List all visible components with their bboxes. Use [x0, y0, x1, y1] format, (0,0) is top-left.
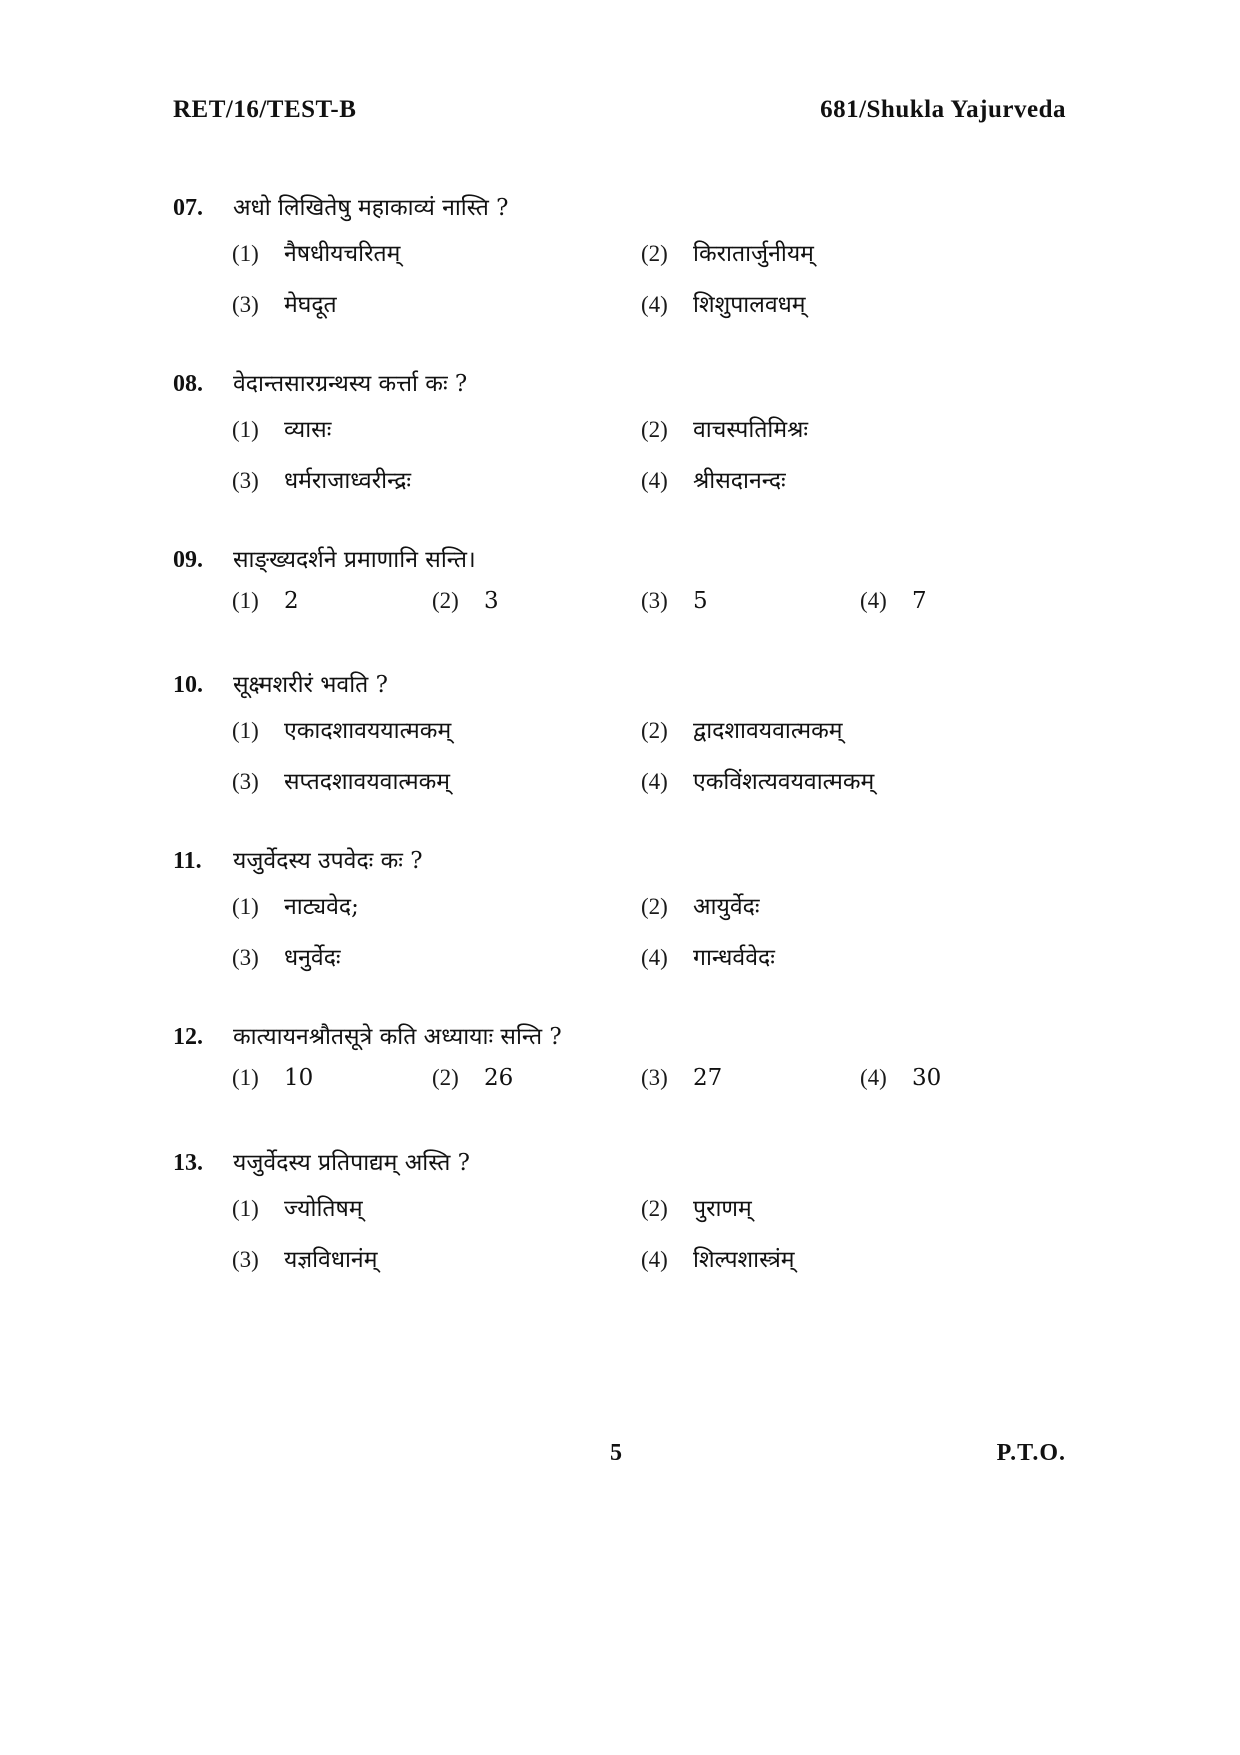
option-1: (1) एकादशावययात्मकम् [232, 718, 452, 744]
option-4: (4) शिशुपालवधम् [641, 292, 806, 318]
option-4: (4) गान्धर्ववेदः [641, 945, 775, 971]
question-text: साङ्ख्यदर्शने प्रमाणानि सन्ति। [233, 547, 476, 573]
question-12 [173, 1019, 1073, 1091]
question-number: 12. [173, 1024, 203, 1050]
question-text: अधो लिखितेषु महाकाव्यं नास्ति ? [233, 195, 509, 221]
question-13 [173, 1145, 1073, 1273]
question-text: सूक्ष्मशरीरं भवति ? [233, 672, 388, 698]
option-1: (1) 10 [232, 1065, 314, 1091]
question-number: 10. [173, 672, 203, 698]
option-4: (4) शिल्पशास्त्रंम् [641, 1247, 795, 1273]
question-10 [173, 667, 1073, 795]
option-4: (4) 7 [860, 588, 927, 614]
question-text: यजुर्वेदस्य उपवेदः कः ? [233, 848, 423, 874]
question-number: 08. [173, 371, 203, 397]
question-number: 13. [173, 1150, 203, 1176]
option-3: (3) 5 [641, 588, 708, 614]
option-3: (3) यज्ञविधानंम् [232, 1247, 378, 1273]
option-1: (1) व्यासः [232, 417, 332, 443]
option-2: (2) 3 [432, 588, 499, 614]
question-number: 11. [173, 848, 202, 874]
option-2: (2) किरातार्जुनीयम् [641, 241, 814, 267]
option-2: (2) द्वादशावयवात्मकम् [641, 718, 843, 744]
question-number: 07. [173, 195, 203, 221]
option-3: (3) धनुर्वेदः [232, 945, 341, 971]
question-09 [173, 542, 1073, 614]
option-1: (1) ज्योतिषम् [232, 1196, 363, 1222]
option-1: (1) नाट्यवेद; [232, 894, 359, 920]
question-text: यजुर्वेदस्य प्रतिपाद्यम् अस्ति ? [233, 1150, 470, 1176]
option-2: (2) पुराणम् [641, 1196, 752, 1222]
subject-title: 681/Shukla Yajurveda [820, 96, 1066, 123]
page-number: 5 [610, 1440, 622, 1466]
question-07 [173, 190, 1073, 318]
option-3: (3) मेघदूत [232, 292, 337, 318]
option-2: (2) वाचस्पतिमिश्रः [641, 417, 809, 443]
option-4: (4) 30 [860, 1065, 942, 1091]
option-1: (1) नैषधीयचरितम् [232, 241, 401, 267]
option-4: (4) एकविंशत्यवयवात्मकम् [641, 769, 875, 795]
please-turn-over: P.T.O. [996, 1440, 1066, 1466]
option-2: (2) 26 [432, 1065, 514, 1091]
question-08 [173, 366, 1073, 494]
question-text: कात्यायनश्रौतसूत्रे कति अध्यायाः सन्ति ? [233, 1024, 562, 1050]
option-3: (3) 27 [641, 1065, 723, 1091]
option-3: (3) धर्मराजाध्वरीन्द्रः [232, 468, 412, 494]
option-2: (2) आयुर्वेदः [641, 894, 760, 920]
option-1: (1) 2 [232, 588, 299, 614]
question-text: वेदान्तसारग्रन्थस्य कर्त्ता कः ? [233, 371, 468, 397]
question-number: 09. [173, 547, 203, 573]
paper-code: RET/16/TEST-B [173, 96, 357, 123]
question-11 [173, 843, 1073, 971]
option-4: (4) श्रीसदानन्दः [641, 468, 786, 494]
option-3: (3) सप्तदशावयवात्मकम् [232, 769, 451, 795]
